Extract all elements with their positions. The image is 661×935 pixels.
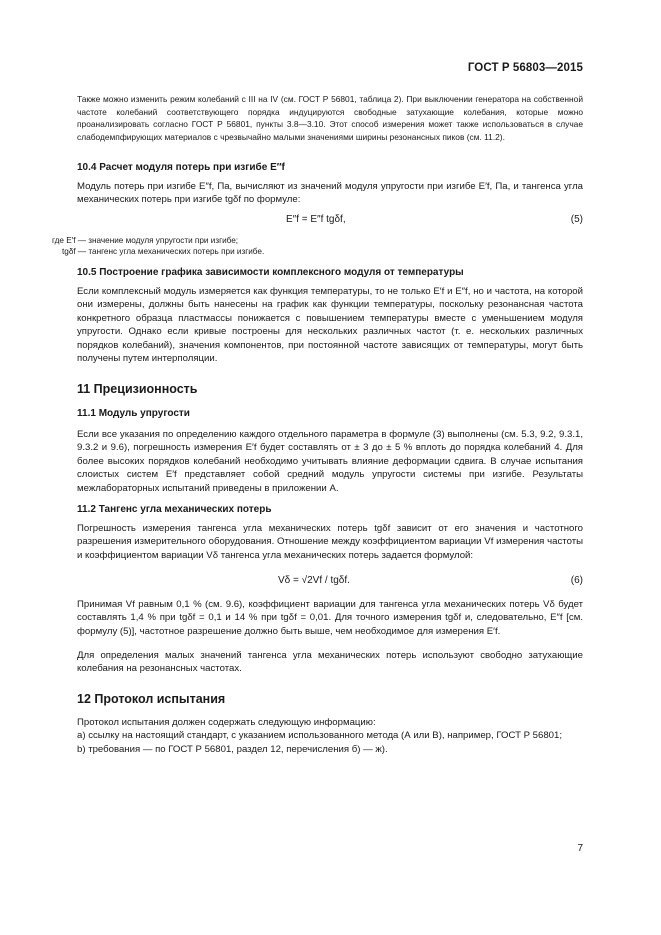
page-number: 7: [577, 843, 583, 854]
section-10-4-text: Модуль потерь при изгибе E″f, Па, вычисляют из значений модуля упругости при изгибе E′f, Па, и тангенса угла механических потерь при изгибе tgδf по формуле:: [77, 181, 583, 206]
section-11-2-body-2: [77, 598, 583, 638]
section-11-1: [77, 407, 583, 420]
section-11-2-text: Погрешность измерения тангенса угла механических потерь tgδf зависит от его значения и частотного разрешения измерительного оборудования. Отношение между коэффициентом вариации Vf измерения частоты и коэффициентом вариации Vδ тангенса угла механических потерь задается формулой:: [77, 523, 583, 561]
section-11-1-text: Если все указания по определению каждого отдельного параметра в формуле (3) выполнены (см. 5.3, 9.2, 9.3.1, 9.3.2 и 9.6), погрешность измерения E′f будет составлять от ± 3 до ± 5 % вплоть до порядка колебаний 4. Для более высоких порядков колебаний необходимо учитывать влияние деформации сдвига. В случае испытания слоистых систем E′f представляет собой средний модуль упругости системы при изгибе. Результаты межлабораторных испытаний приведены в приложении А.: [77, 429, 583, 494]
section-11-2-body-3: [77, 649, 583, 676]
section-11-2-text-3: Для определения малых значений тангенса угла механических потерь используют свободно затухающие колебания на резонансных частотах.: [77, 650, 583, 675]
section-11-2-body: [77, 522, 583, 562]
section-10-5-body: [77, 285, 583, 365]
section-10-5-title: 10.5 Построение графика зависимости комплексного модуля от температуры: [77, 267, 464, 278]
section-12-item-a: a) ссылку на настоящий стандарт, с указанием использованного метода (А или В), например, ГОСТ Р 56801;: [77, 730, 563, 742]
document-id-header: ГОСТ Р 56803—2015: [467, 62, 583, 74]
section-11-1-body: [77, 428, 583, 495]
where-line-2: tgδf — тангенс угла механических потерь при изгибе.: [62, 247, 265, 256]
section-11-1-title: 11.1 Модуль упругости: [77, 408, 190, 419]
section-11-2-title: 11.2 Тангенс угла механических потерь: [77, 504, 272, 515]
section-11-title: 11 Прецизионность: [77, 382, 198, 396]
formula-6: Vδ = √2Vf / tgδf.: [278, 575, 350, 586]
intro-paragraph: Также можно изменить режим колебаний с III на IV (см. ГОСТ Р 56801, таблица 2). При выключении генератора на собственной частоте колебаний соответствующего порядка индуцируются свободные затухающие колебания, которые можно проанализировать согласно ГОСТ Р 56801, пункты 3.8—3.10. Этот способ измерения может также использоваться в случае слабодемпфирующих материалов с чрезвычайно малыми значениями ширины резонансных пиков (см. 11.2).: [77, 94, 583, 142]
section-10-4-title: 10.4 Расчет модуля потерь при изгибе E″f: [77, 162, 285, 173]
section-12-intro: Протокол испытания должен содержать следующую информацию:: [77, 717, 376, 728]
equation-number-6: (6): [570, 575, 583, 586]
where-line-1: где E′f — значение модуля упругости при изгибе;: [52, 236, 239, 245]
section-12-body: [77, 716, 583, 756]
section-12-title: 12 Протокол испытания: [77, 692, 226, 706]
section-12-item-b: b) требования — по ГОСТ Р 56801, раздел 12, перечисления б) — ж).: [77, 743, 388, 755]
section-11-2-text-2: Принимая Vf равным 0,1 % (см. 9.6), коэффициент вариации для тангенса угла механических потерь Vδ будет составлять 1,4 % при tgδf = 0,1 и 14 % при tgδf = 0,01. Для точного измерения tgδf и, следовательно, E″f [см. формулу (5)], частотное разрешение должно быть выше, чем необходимое для измерения E′f.: [77, 599, 583, 637]
equation-number-5: (5): [570, 214, 583, 225]
intro-paragraph-block: [77, 93, 583, 143]
formula-5: E″f = E″f tgδf,: [286, 214, 346, 225]
section-10-5: [77, 266, 583, 279]
section-10-5-text: Если комплексный модуль измеряется как функция температуры, то не только E′f и E″f, но и частота, на которой они измерены, должны быть нанесены на график как функции температуры, поскольку резонансная частота конкретного образца пластмассы понижается с повышением температуры вместе с уменьшением модуля упругости. Однако если кривые построены для нескольких различных частот (т. е. нескольких различных порядков колебаний), значения компонентов, при постоянной частоте зависящих от температуры, могут быть получены путем интерполяции.: [77, 286, 583, 365]
section-10-4-body: [77, 180, 583, 207]
section-11-2: [77, 503, 583, 516]
section-10-4: [77, 161, 583, 174]
